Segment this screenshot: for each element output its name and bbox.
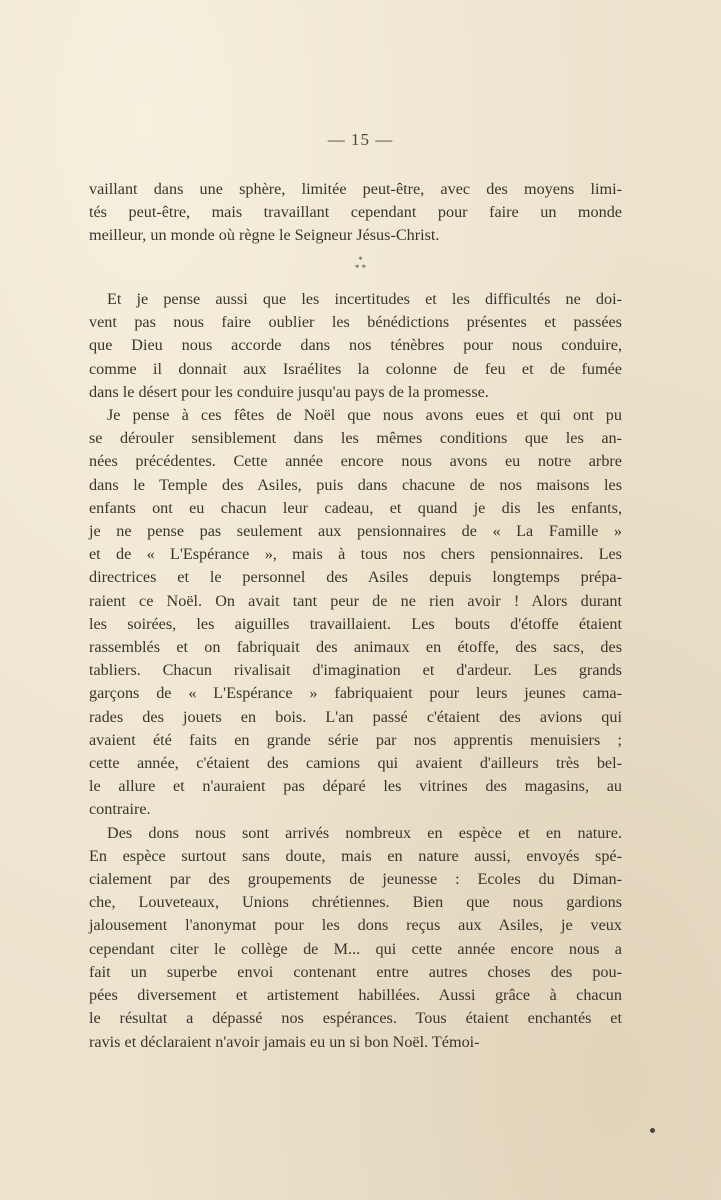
text-line: Je pense à ces fêtes de Noël que nous avons eues et qui ont pu — [107, 406, 622, 425]
text-line: dans le désert pour les conduire jusqu'au pays de la promesse. — [89, 382, 489, 401]
text-line: se dérouler sensiblement dans les mêmes conditions que les an- — [89, 429, 622, 448]
paragraph — [89, 288, 622, 404]
text-line: dans le Temple des Asiles, puis dans chacune de nos maisons les — [89, 475, 622, 494]
text-line: que Dieu nous accorde dans nos ténèbres pour nous conduire, — [89, 336, 622, 355]
body-text — [89, 288, 622, 1054]
text-line: enfants ont eu chacun leur cadeau, et quand je dis les enfants, — [89, 498, 622, 517]
text-line: et de « L'Espérance », mais à tous nos chers pensionnaires. Les — [89, 545, 622, 564]
text-line: garçons de « L'Espérance » fabriquaient pour leurs jeunes cama- — [89, 684, 622, 703]
text-line: raient ce Noël. On avait tant peur de ne rien avoir ! Alors durant — [89, 591, 622, 610]
text-line: avaient été faits en grande série par nos apprentis menuisiers ; — [89, 730, 622, 749]
text-line: tabliers. Chacun rivalisait d'imagination et d'ardeur. Les grands — [89, 661, 622, 680]
text-line: les soirées, les aiguilles travaillaient. Les bouts d'étoffe étaient — [89, 614, 622, 633]
text-line: le allure et n'auraient pas déparé les vitrines des magasins, au — [89, 777, 622, 796]
text-line: je ne pense pas seulement aux pensionnaires de « La Famille » — [89, 522, 622, 541]
text-line: En espèce surtout sans doute, mais en nature aussi, envoyés spé- — [89, 846, 622, 865]
page-number: — 15 — — [327, 130, 394, 149]
text-line: jalousement l'anonymat pour les dons reçus aux Asiles, je veux — [89, 916, 622, 935]
text-line: che, Louveteaux, Unions chrétiennes. Bien que nous gardions — [89, 893, 622, 912]
text-line: rassemblés et on fabriquait des animaux en étoffe, des sacs, des — [89, 638, 622, 657]
text-line: rades des jouets en bois. L'an passé c'étaient des avions qui — [89, 707, 622, 726]
text-line: meilleur, un monde où règne le Seigneur Jésus-Christ. — [89, 226, 440, 245]
text-line: tés peut-être, mais travaillant cependant pour faire un monde — [89, 203, 622, 222]
asterism-bottom: * * — [354, 263, 367, 273]
text-line: le résultat a dépassé nos espérances. Tous étaient enchantés et — [89, 1009, 622, 1028]
text-line: ravis et déclaraient n'avoir jamais eu un si bon Noël. Témoi- — [89, 1032, 480, 1051]
text-line: contraire. — [89, 800, 151, 819]
text-line: comme il donnait aux Israélites la colonne de feu et de fumée — [89, 359, 622, 378]
text-line: cette année, c'étaient des camions qui avaient d'ailleurs très bel- — [89, 754, 622, 773]
text-line: directrices et le personnel des Asiles depuis longtemps prépa- — [89, 568, 622, 587]
text-line: vaillant dans une sphère, limitée peut-être, avec des moyens limi- — [89, 180, 622, 198]
text-line: cialement par des groupements de jeunesse : Ecoles du Diman- — [89, 870, 622, 889]
margin-mark — [650, 1128, 655, 1133]
text-line: Des dons nous sont arrivés nombreux en espèce et en nature. — [107, 823, 622, 842]
text-line: pées diversement et artistement habillées. Aussi grâce à chacun — [89, 986, 622, 1005]
text-line: fait un superbe envoi contenant entre autres choses des pou- — [89, 962, 622, 981]
paragraph — [89, 822, 622, 1054]
text-line: nées précédentes. Cette année encore nous avons eu notre arbre — [89, 452, 622, 471]
text-line: vent pas nous faire oublier les bénédictions présentes et passées — [89, 313, 622, 332]
text-line: Et je pense aussi que les incertitudes et les difficultés ne doi- — [107, 290, 622, 308]
section-separator — [0, 256, 721, 272]
asterism-top: * — [358, 255, 363, 265]
text-line: cependant citer le collège de M... qui cette année encore nous a — [89, 939, 622, 958]
intro-text — [89, 178, 622, 248]
paragraph — [89, 404, 622, 822]
